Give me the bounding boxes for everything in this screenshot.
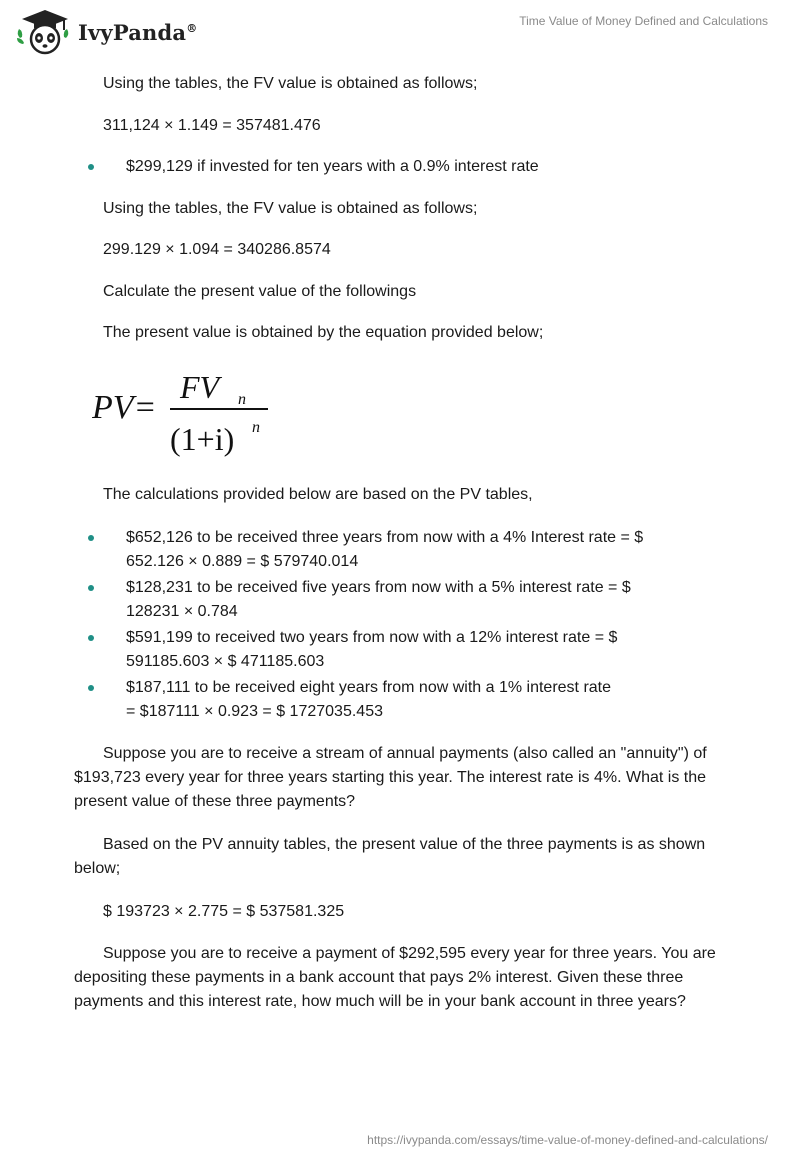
present-value-formula [92,362,282,462]
formula-lhs: PV= [92,389,157,426]
bullet-icon [88,685,94,691]
bullet-icon [88,635,94,641]
bullet-icon [88,535,94,541]
calculation-line: $ 193723 × 2.775 = $ 537581.325 [103,903,345,920]
formula-denominator-exponent: n [252,419,260,436]
paragraph: Based on the PV annuity tables, the present value of the three payments is as shown below; [74,836,706,877]
panda-graduate-icon [14,8,78,56]
paragraph: Using the tables, the FV value is obtained as follows; [103,200,478,217]
paragraph: Suppose you are to receive a payment of $292,595 every year for three years. You are depositing these payments in a bank account that pays 2% interest. Given these three payments and this interest rate, how much will be in your bank account in three years? [74,945,716,1010]
formula-denominator: (1+i) [170,421,235,457]
source-url[interactable]: https://ivypanda.com/essays/time-value-of-money-defined-and-calculations/ [367,1133,768,1147]
paragraph: The present value is obtained by the equation provided below; [103,324,544,341]
formula-numerator: FV [180,369,220,405]
bullet-icon [88,164,94,170]
paragraph: Using the tables, the FV value is obtained as follows; [103,75,478,92]
page-header [0,0,800,60]
bullet-icon [88,585,94,591]
paragraph: The calculations provided below are based on the PV tables, [103,486,533,503]
paragraph: Suppose you are to receive a stream of annual payments (also called an "annuity") of $193,723 every year for three years starting this year. The interest rate is 4%. What is the present value of these three payments? [74,745,707,810]
calculation-line: 299.129 × 1.094 = 340286.8574 [103,241,331,258]
brand-name: IvyPanda® [78,20,198,45]
calculation-line: 311,124 × 1.149 = 357481.476 [103,117,321,134]
formula-numerator-subscript: n [238,391,246,408]
paragraph: Calculate the present value of the followings [103,283,417,300]
document-title: Time Value of Money Defined and Calculations [519,14,768,28]
ivypanda-logo[interactable] [14,8,198,56]
